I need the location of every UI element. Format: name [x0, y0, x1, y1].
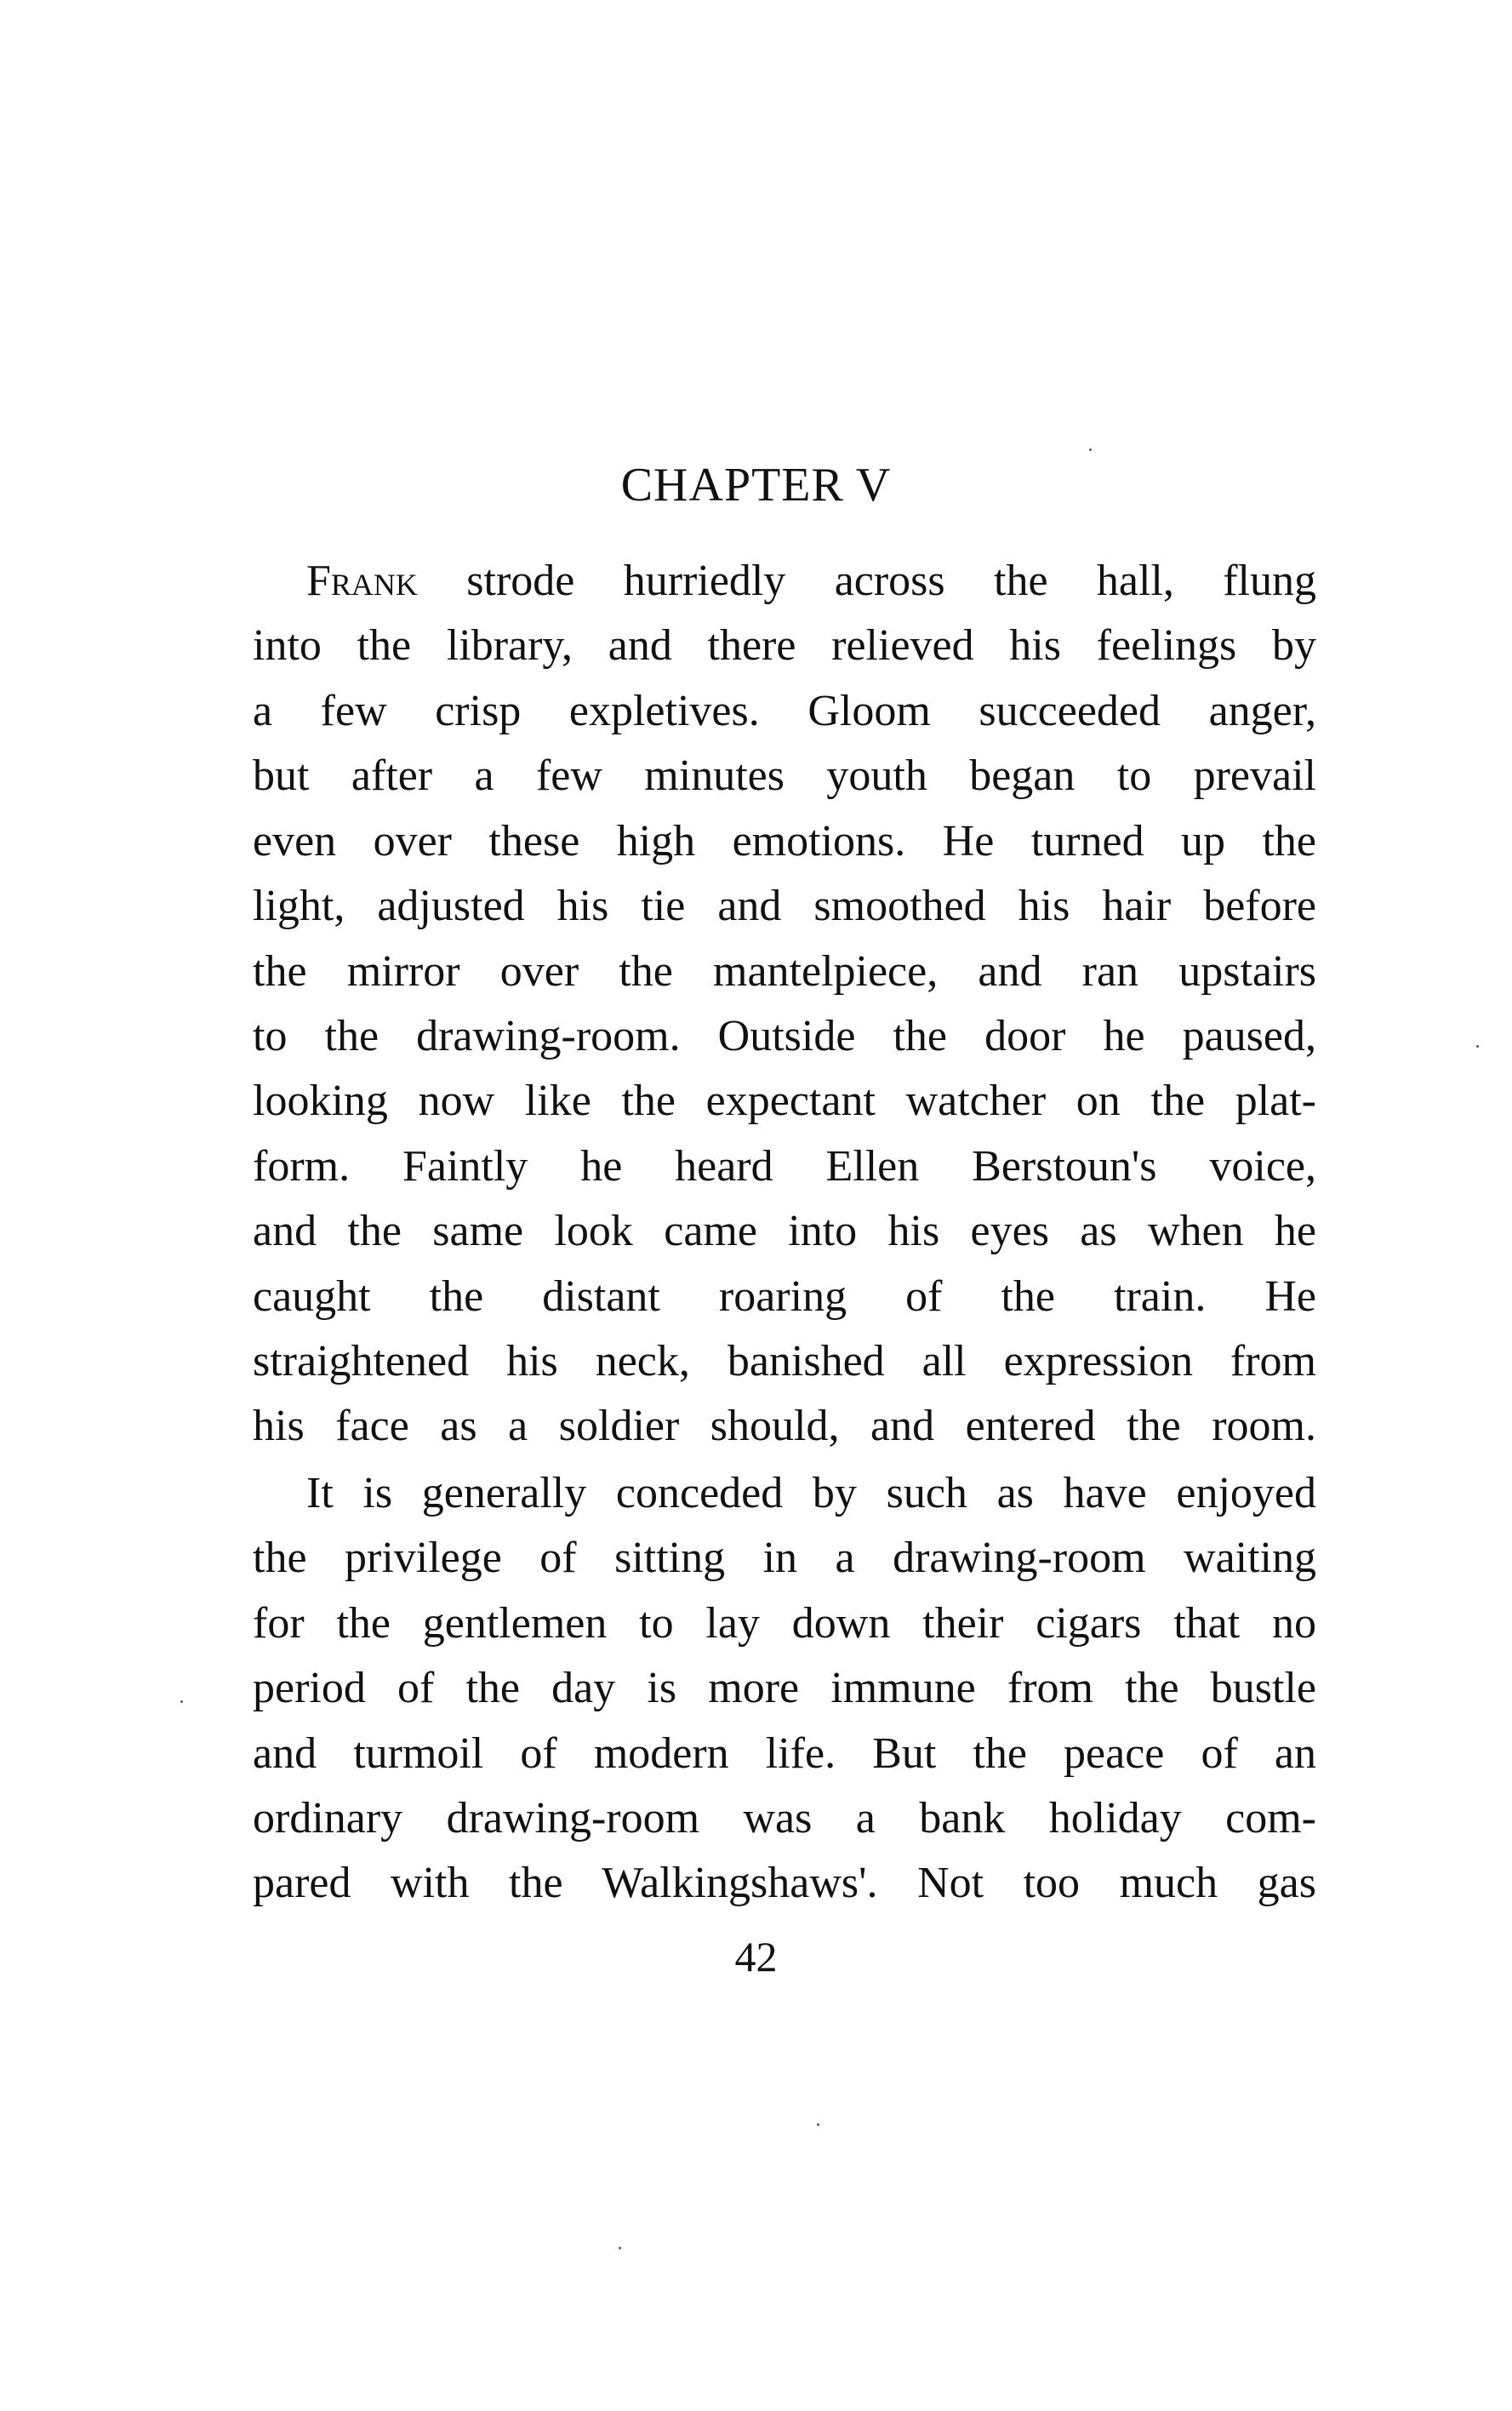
line-text: strode hurriedly across the hall, flung: [417, 557, 1316, 605]
text-line: to the drawing-room. Outside the door he paused,: [253, 1012, 1316, 1060]
scan-speck: [1476, 1045, 1479, 1048]
scan-speck: [180, 1700, 183, 1703]
text-line: even over these high emotions. He turned up the: [253, 817, 1316, 866]
text-line: looking now like the expectant watcher on the plat-: [253, 1077, 1316, 1125]
chapter-title: CHAPTER V: [620, 459, 892, 511]
text-line: period of the day is more immune from the bustle: [253, 1664, 1316, 1712]
text-line: form. Faintly he heard Ellen Berstoun's voice,: [253, 1142, 1316, 1191]
text-line: into the library, and there relieved his feelings by: [253, 621, 1316, 670]
lead-word: Frank: [306, 557, 418, 605]
text-line: the privilege of sitting in a drawing-room waiting: [253, 1534, 1316, 1582]
text-line: for the gentlemen to lay down their cigars that no: [253, 1599, 1316, 1648]
text-line: ordinary drawing-room was a bank holiday com-: [253, 1794, 1316, 1843]
text-line: the mirror over the mantelpiece, and ran upstairs: [253, 947, 1316, 996]
text-line: straightened his neck, banished all expression from: [253, 1337, 1316, 1385]
text-line: It is generally conceded by such as have enjoyed: [306, 1469, 1316, 1517]
text-line: [306, 556, 1316, 607]
text-line: his face as a soldier should, and entered the room.: [253, 1402, 1316, 1450]
text-line: and the same look came into his eyes as when he: [253, 1207, 1316, 1255]
text-line: caught the distant roaring of the train. He: [253, 1272, 1316, 1321]
page-number: 42: [734, 1933, 778, 1980]
scan-speck: [817, 2123, 819, 2126]
text-line: pared with the Walkingshaws'. Not too much gas: [253, 1859, 1316, 1907]
text-line: a few crisp expletives. Gloom succeeded anger,: [253, 687, 1316, 735]
text-line: but after a few minutes youth began to prevail: [253, 751, 1316, 800]
text-line: light, adjusted his tie and smoothed his hair before: [253, 882, 1316, 930]
text-line: and turmoil of modern life. But the peace of an: [253, 1729, 1316, 1778]
scan-speck: [619, 2247, 621, 2249]
scan-speck: [1089, 448, 1092, 451]
